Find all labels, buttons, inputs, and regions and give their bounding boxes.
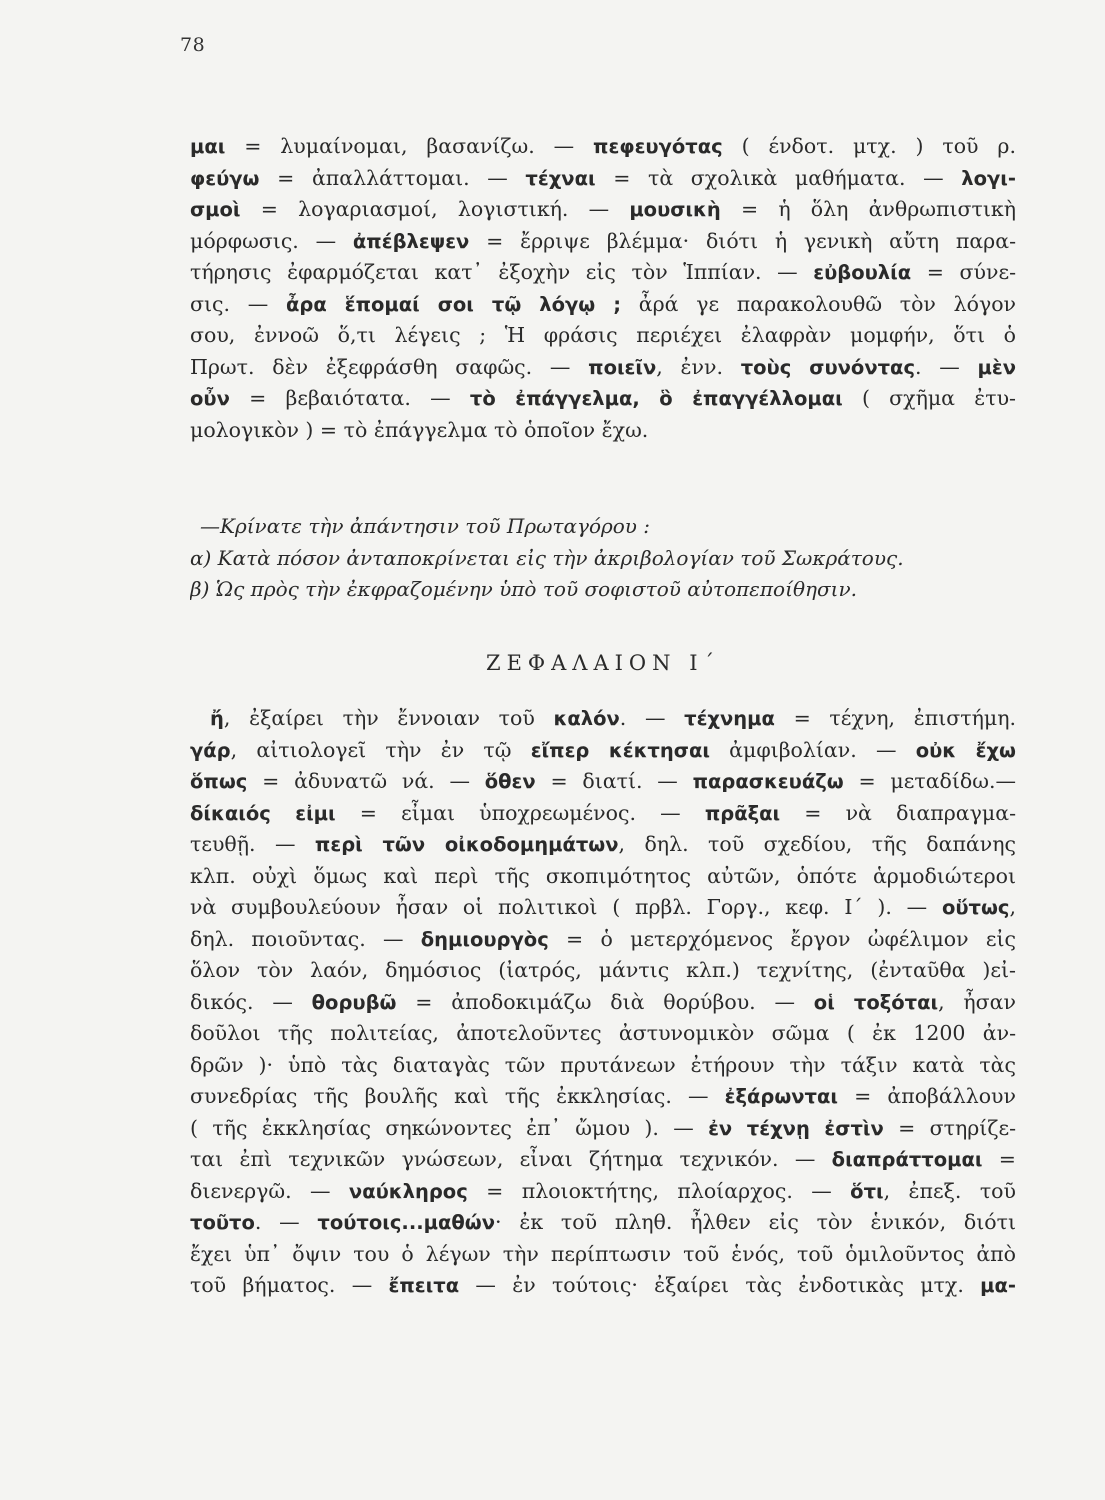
text-line — [190, 1207, 1016, 1239]
gloss-text: = ὁ μετερχόμενος ἔργον ὠφέλιμον εἰς — [548, 926, 1016, 951]
gloss-text: ( ένδοτ. μτχ. ) τοῦ ρ. — [722, 134, 1016, 158]
gloss-text: τευθῇ. — — [190, 832, 315, 856]
text-line — [190, 955, 1016, 987]
text-line — [190, 1176, 1016, 1208]
headword: τέχναι — [525, 166, 596, 190]
gloss-text: . — — [619, 706, 685, 730]
gloss-text: = ἡ ὅλη ἀνθρωπιστικὴ — [720, 197, 1016, 221]
headword: θορυβῶ — [311, 990, 397, 1014]
text-line — [190, 861, 1016, 893]
gloss-text: δικός. — — [190, 989, 312, 1014]
question-intro: —Κρίνατε τὴν ἀπάντησιν τοῦ Πρωταγόρου : — [200, 514, 651, 538]
headword: ἆρα ἕπομαί σοι τῷ λόγῳ ; — [285, 292, 622, 316]
headword: παρασκευάζω — [692, 770, 844, 793]
text-line — [190, 703, 1016, 735]
gloss-text: δρῶν )· ὑπὸ τὰς διαταγὰς τῶν πρυτάνεων ἐτήρουν τὴν τάξιν κατὰ τὰς — [190, 1052, 1016, 1077]
gloss-text: ἀμφιβολίαν. — — [709, 737, 916, 762]
text-line — [190, 415, 1016, 447]
headword: ἐν τέχνῃ ἐστὶν — [708, 1116, 884, 1140]
text-line — [190, 257, 1016, 289]
text-line — [190, 163, 1016, 195]
gloss-text: . — — [915, 354, 978, 379]
headword: σμοὶ — [190, 198, 241, 221]
gloss-text: , ἦσαν — [938, 989, 1016, 1014]
gloss-text: νὰ συμβουλεύουν ἦσαν οἱ πολιτικοὶ ( πρβλ. Γοργ., κεφ. Ι΄ ). — — [190, 895, 942, 919]
headword: πεφευγότας — [593, 135, 723, 158]
headword: καλόν — [553, 707, 620, 730]
headword: δίκαιός εἰμι — [190, 801, 336, 825]
text-line — [190, 320, 1016, 352]
text-line — [190, 1239, 1016, 1271]
text-line — [190, 798, 1016, 830]
gloss-text: = εἶμαι ὑποχρεωμένος. — — [335, 800, 705, 825]
headword: τὸ ἐπάγγελμα, ὃ ἐπαγγέλλομαι — [469, 387, 843, 410]
gloss-text: δοῦλοι τῆς πολιτείας, ἀποτελοῦντες ἀστυνομικὸν σῶμα ( ἐκ 1200 ἀν- — [190, 1021, 1016, 1045]
questions-block — [190, 511, 1016, 606]
gloss-text: σου, ἐννοῶ ὅ,τι λέγεις ; Ἡ φράσις περιέχει ἐλαφρὰν μομφήν, ὅτι ὁ — [190, 323, 1016, 347]
text-line — [190, 766, 1016, 798]
text-line — [190, 1144, 1016, 1176]
gloss-text: μολογικὸν ) = τὸ ἐπάγγελμα τὸ ὁποῖον ἔχω. — [190, 417, 649, 442]
gloss-text: = τὰ σχολικὰ μαθήματα. — — [595, 165, 962, 190]
headword: λογι- — [961, 166, 1016, 190]
text-line — [190, 1270, 1016, 1302]
gloss-text: = ἀπαλλάττομαι. — — [259, 165, 526, 190]
text-line — [190, 194, 1016, 226]
headword: ὅπως — [190, 770, 248, 793]
headword: ὅθεν — [484, 770, 536, 793]
gloss-text: , αἰτιολογεῖ τὴν ἐν τῷ — [230, 737, 531, 762]
gloss-text: , — [1009, 895, 1016, 919]
gloss-text: , ἐπεξ. τοῦ — [883, 1178, 1016, 1203]
headword: τέχνημα — [684, 707, 775, 730]
gloss-text: ται ἐπὶ τεχνικῶν γνώσεων, εἶναι ζήτημα τεχνικόν. — — [190, 1147, 832, 1171]
gloss-text: = στηρίζε- — [883, 1115, 1016, 1140]
text-line — [190, 226, 1016, 258]
gloss-text: ἔχει ὑπ᾽ ὄψιν του ὁ λέγων τὴν περίπτωσιν τοῦ ἑνός, τοῦ ὁμιλοῦντος ἀπὸ — [190, 1241, 1016, 1266]
gloss-text: = λυμαίνομαι, βασανίζω. — — [225, 134, 594, 158]
text-line — [190, 1050, 1016, 1082]
gloss-text: , δηλ. τοῦ σχεδίου, τῆς δαπάνης — [618, 832, 1016, 856]
gloss-text: συνεδρίας τῆς βουλῆς καὶ τῆς ἐκκλησίας. — — [190, 1084, 725, 1108]
gloss-text: · ἐκ τοῦ πληθ. ἦλθεν εἰς τὸν ἑνικόν, διότι — [495, 1210, 1016, 1234]
headword: δημιουργὸς — [420, 927, 549, 951]
headword: οὕτως — [941, 896, 1010, 919]
gloss-text: = ἀποβάλλουν — [838, 1084, 1016, 1108]
question-a: α) Κατὰ πόσον ἀνταποκρίνεται εἰς τὴν ἀκριβολογίαν τοῦ Σωκράτους. — [190, 545, 904, 570]
gloss-text: . — — [254, 1210, 318, 1234]
gloss-text: = λογαριασμοί, λογιστική. — — [240, 197, 630, 221]
gloss-text: , ἐνν. — [656, 354, 741, 379]
headword: τοὺς συνόντας — [740, 355, 916, 379]
headword: οὖν — [190, 387, 230, 410]
gloss-text: τήρησις ἐφαρμόζεται κατ᾽ ἐξοχὴν εἰς τὸν Ἱππίαν. — — [190, 260, 814, 284]
chapter-heading: ΖΕΦΑΛΑΙΟΝ Ι΄ — [486, 651, 720, 675]
text-line — [190, 1018, 1016, 1050]
gloss-text: ὅλον τὸν λαόν, δημόσιος (ἰατρός, μάντις κλπ.) τεχνίτης, (ἐνταῦθα )εἰ- — [190, 958, 1016, 982]
headword: φεύγω — [190, 166, 260, 190]
headword: μουσικὴ — [629, 198, 721, 221]
gloss-text: = νὰ διαπραγμα- — [780, 800, 1016, 825]
gloss-text: σις. — — [190, 291, 286, 316]
gloss-text: = διατί. — — [535, 769, 693, 793]
gloss-text: ( σχῆμα ἐτυ- — [842, 386, 1016, 410]
gloss-text: = τέχνη, ἐπιστήμη. — [774, 706, 1016, 730]
gloss-text: τοῦ βήματος. — — [190, 1273, 389, 1297]
headword: πρᾶξαι — [704, 801, 781, 825]
headword: ἤ — [210, 707, 224, 730]
glossary-paragraph-1 — [190, 131, 1016, 446]
text-line — [190, 829, 1016, 861]
text-line — [190, 1113, 1016, 1145]
gloss-text: = μεταδίδω.— — [843, 769, 1016, 793]
gloss-text: , ἐξαίρει τὴν ἔννοιαν τοῦ — [223, 706, 554, 730]
headword: μὲν — [977, 355, 1016, 379]
headword: ναύκληρος — [348, 1179, 468, 1203]
gloss-text: = ἀδυνατῶ νά. — — [247, 769, 485, 793]
text-line — [190, 892, 1016, 924]
headword: οὐκ ἔχω — [915, 738, 1016, 762]
text-line — [190, 352, 1016, 384]
headword: εἴπερ κέκτησαι — [530, 738, 710, 762]
headword: ἐξάρωνται — [724, 1085, 838, 1108]
gloss-text: Πρωτ. δὲν ἐξεφράσθη σαφῶς. — — [190, 354, 589, 379]
text-line — [190, 1081, 1016, 1113]
gloss-text: = ἀποδοκιμάζω διὰ θορύβου. — — [396, 989, 814, 1014]
text-line — [190, 735, 1016, 767]
gloss-text: = βεβαιότατα. — — [229, 386, 470, 410]
gloss-text: ( τῆς ἐκκλησίας σηκώνοντες ἐπ᾽ ὤμου ). — — [190, 1115, 709, 1140]
text-line — [190, 383, 1016, 415]
headword: διαπράττομαι — [831, 1148, 983, 1171]
gloss-text: διενεργῶ. — — [190, 1178, 349, 1203]
gloss-text: κλπ. οὐχὶ ὅμως καὶ περὶ τῆς σκοπιμότητος αὐτῶν, ὁπότε ἁρμοδιώτεροι — [190, 863, 1016, 888]
text-line — [190, 924, 1016, 956]
headword: εὐβουλία — [813, 261, 912, 284]
gloss-text: = — [982, 1147, 1016, 1171]
headword: ἔπειτα — [388, 1274, 460, 1297]
glossary-paragraph-2 — [190, 703, 1016, 1302]
gloss-text: = πλοιοκτήτης, πλοίαρχος. — — [467, 1178, 851, 1203]
gloss-text: μόρφωσις. — — [190, 228, 353, 253]
text-line — [190, 131, 1016, 163]
question-b: β) Ὡς πρὸς τὴν ἐκφραζομένην ὑπὸ τοῦ σοφιστοῦ αὐτοπεποίθησιν. — [190, 577, 857, 601]
text-line — [190, 987, 1016, 1019]
headword: ποιεῖν — [588, 355, 657, 379]
headword: περὶ τῶν οἰκοδομημάτων — [314, 833, 619, 856]
headword: τούτοις...μαθών — [317, 1211, 496, 1234]
headword: μα- — [980, 1274, 1016, 1297]
text-line — [190, 289, 1016, 321]
headword: οἱ τοξόται — [813, 990, 939, 1014]
gloss-text: = σύνε- — [911, 260, 1016, 284]
headword: ὅτι — [850, 1179, 884, 1203]
gloss-text: ἆρά γε παρακολουθῶ τὸν λόγον — [621, 291, 1016, 316]
gloss-text: δηλ. ποιοῦντας. — — [190, 926, 421, 951]
headword: γάρ — [190, 738, 231, 762]
headword: τοῦτο — [190, 1211, 255, 1234]
headword: μαι — [190, 135, 226, 158]
gloss-text: — ἐν τούτοις· ἐξαίρει τὰς ἐνδοτικὰς μτχ. — [459, 1273, 981, 1297]
page-number: 78 — [180, 34, 206, 56]
gloss-text: = ἔρριψε βλέμμα· διότι ἡ γενικὴ αὔτη παρα- — [469, 228, 1016, 253]
headword: ἀπέβλεψεν — [352, 229, 470, 253]
